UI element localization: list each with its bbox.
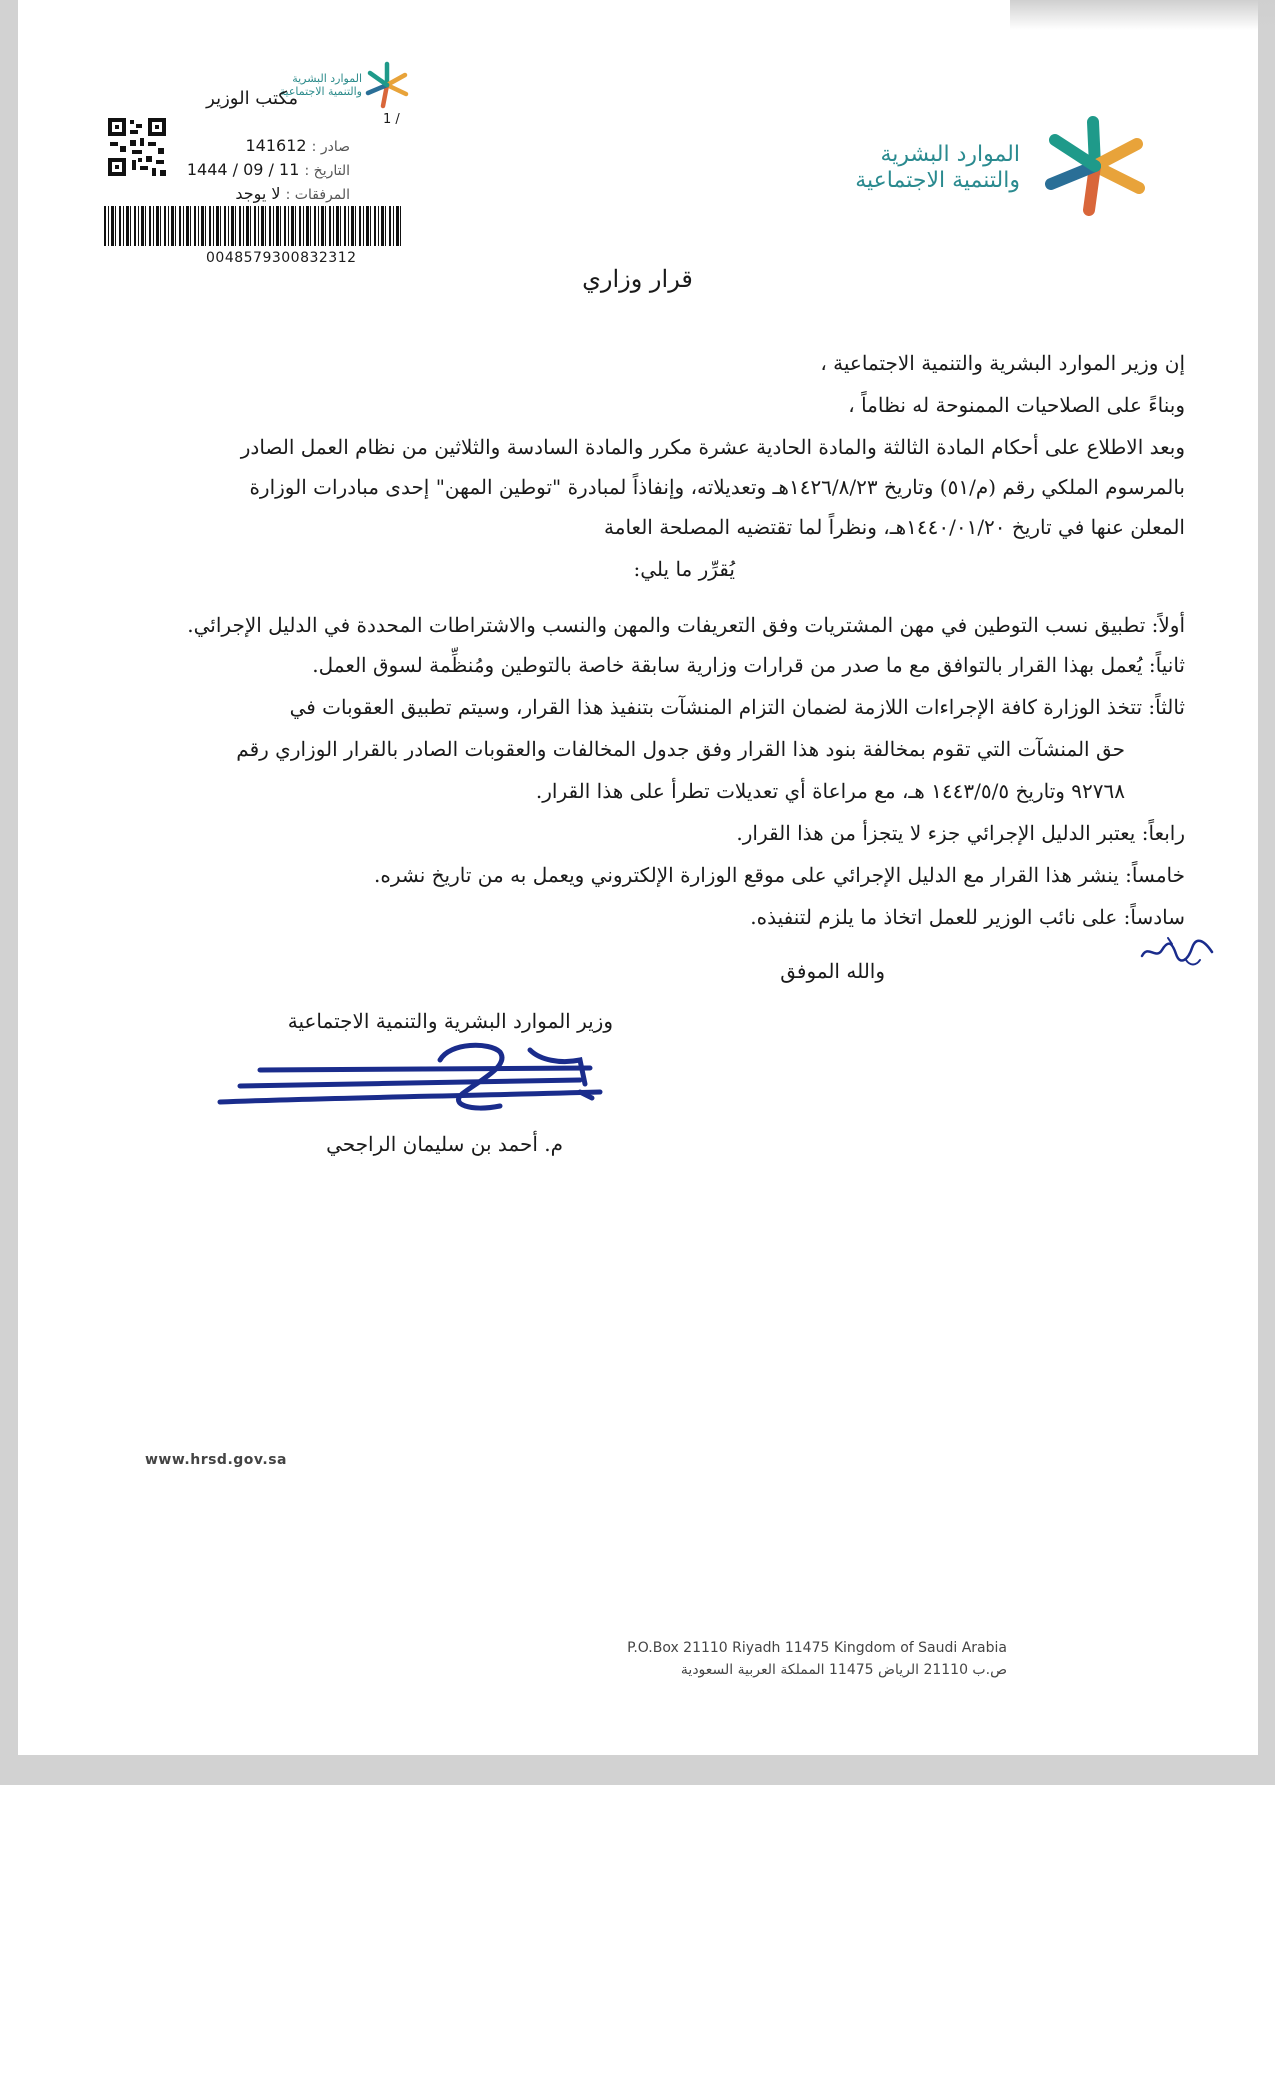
preamble-line: وبعد الاطلاع على أحكام المادة الثالثة والمادة الحادية عشرة مكرر والمادة السادسة والثلاثين من نظام العمل الصادر	[240, 435, 1185, 459]
item-text: على نائب الوزير للعمل اتخاذ ما يلزم لتنفيذه.	[750, 905, 1118, 929]
issued-number: 141612	[245, 136, 307, 155]
stamp-logo-line-2: والتنمية الاجتماعية	[279, 85, 362, 98]
item-label: ثالثاً:	[1148, 695, 1185, 719]
item-text: يُعمل بهذا القرار بالتوافق مع ما صدر من قرارات وزارية سابقة خاصة بالتوطين ومُنظِّمة لسوق العمل.	[312, 653, 1143, 677]
decides-heading: يُقرِّر ما يلي:	[633, 557, 735, 581]
item-text: ينشر هذا القرار مع الدليل الإجرائي على موقع الوزارة الإلكتروني ويعمل به من تاريخ نشره.	[374, 863, 1119, 887]
item-third	[290, 694, 1185, 720]
closing-phrase: والله الموفق	[780, 959, 885, 983]
item-label: أولاً:	[1151, 613, 1185, 637]
item-fifth	[374, 862, 1185, 888]
qr-code-icon	[106, 116, 168, 178]
item-label: رابعاً:	[1141, 821, 1185, 845]
item-second	[312, 652, 1185, 678]
issued-row	[246, 136, 351, 155]
ministry-logo	[832, 110, 1162, 220]
barcode-number: 0048579300832312	[206, 250, 357, 266]
logo-line-2: والتنمية الاجتماعية	[855, 168, 1020, 193]
issue-stamp	[78, 40, 428, 275]
attachments-row	[235, 184, 350, 203]
item-text: يعتبر الدليل الإجرائي جزء لا يتجزأ من هذا القرار.	[736, 821, 1136, 845]
preamble-line: إن وزير الموارد البشرية والتنمية الاجتماعية ،	[820, 351, 1185, 375]
item-label: سادساً:	[1123, 905, 1185, 929]
date-row	[187, 160, 350, 179]
item-text-continued: حق المنشآت التي تقوم بمخالفة بنود هذا القرار وفق جدول المخالفات والعقوبات الصادر بالقرار الوزاري رقم	[236, 737, 1125, 761]
stamp-logo	[278, 52, 418, 102]
page-number: 1 /	[383, 112, 400, 127]
office-label: مكتب الوزير	[206, 88, 298, 109]
signatory-name: م. أحمد بن سليمان الراجحي	[326, 1132, 563, 1156]
scan-shadow	[1010, 0, 1275, 30]
barcode	[104, 206, 404, 246]
date-label: التاريخ :	[304, 163, 350, 179]
footer-address-en: P.O.Box 21110 Riyadh 11475 Kingdom of Saudi Arabia	[627, 1640, 1007, 1656]
preamble-line: المعلن عنها في تاريخ ١٤٤٠/٠١/٢٠هـ، ونظراً لما تقتضيه المصلحة العامة	[604, 515, 1185, 539]
ministry-logo-text	[855, 142, 1020, 194]
attachments-value: لا يوجد	[235, 184, 281, 203]
item-first	[187, 612, 1185, 638]
star-logo-icon	[362, 60, 412, 110]
item-sixth	[750, 904, 1185, 930]
logo-line-1: الموارد البشرية	[880, 142, 1020, 167]
preamble-line: بالمرسوم الملكي رقم (م/٥١) وتاريخ ١٤٢٦/٨/٢٣هـ وتعديلاته، وإنفاذاً لمبادرة "توطين المهن" إحدى مبادرات الوزارة	[249, 475, 1185, 499]
date-value: 1444 / 09 / 11	[186, 160, 300, 179]
item-text: تطبيق نسب التوطين في مهن المشتريات وفق التعريفات والمهن والنسب والاشتراطات المحددة في الدليل الإجرائي.	[187, 613, 1146, 637]
handwritten-initials	[1138, 930, 1218, 970]
item-label: خامساً:	[1125, 863, 1185, 887]
signature	[200, 1040, 620, 1120]
issued-label: صادر :	[311, 139, 350, 155]
star-logo-icon	[1040, 116, 1150, 216]
document-title: قرار وزاري	[582, 265, 693, 293]
attachments-label: المرفقات :	[285, 187, 350, 203]
stamp-logo-line-1: الموارد البشرية	[292, 72, 362, 85]
footer-website: www.hrsd.gov.sa	[145, 1452, 287, 1468]
signatory-title: وزير الموارد البشرية والتنمية الاجتماعية	[287, 1009, 613, 1033]
item-label: ثانياً:	[1148, 653, 1185, 677]
item-fourth	[736, 820, 1185, 846]
footer-address-ar: ص.ب 21110 الرياض 11475 المملكة العربية السعودية	[680, 1662, 1007, 1678]
item-text: تتخذ الوزارة كافة الإجراءات اللازمة لضمان التزام المنشآت بتنفيذ هذا القرار، وسيتم تطبيق العقوبات في	[289, 695, 1143, 719]
preamble-line: وبناءً على الصلاحيات الممنوحة له نظاماً ،	[848, 393, 1185, 417]
item-text-continued: ٩٢٧٦٨ وتاريخ ١٤٤٣/٥/٥ هـ، مع مراعاة أي تعديلات تطرأ على هذا القرار.	[535, 779, 1125, 803]
